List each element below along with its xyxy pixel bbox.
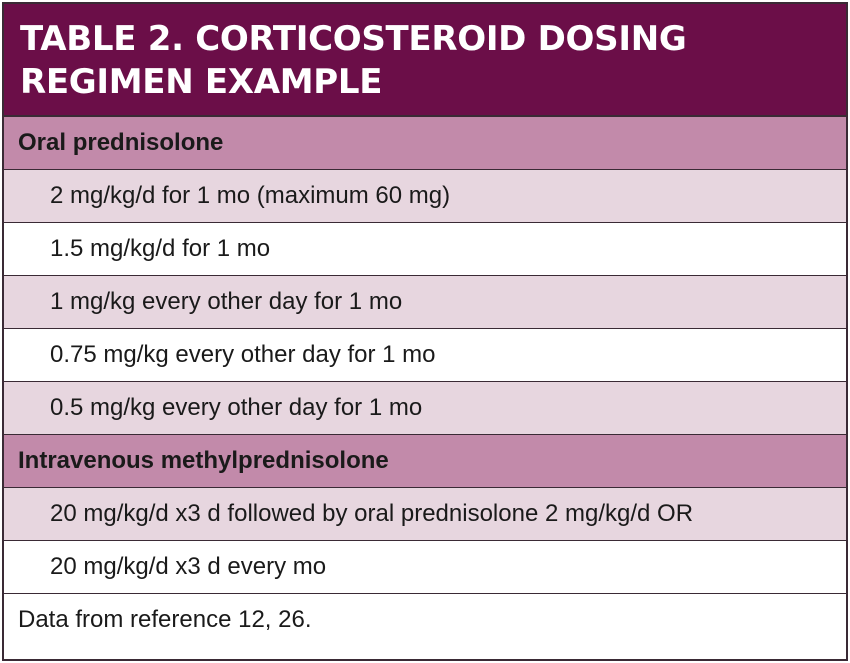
table-row: 0.75 mg/kg every other day for 1 mo — [4, 329, 846, 382]
table-footnote: Data from reference 12, 26. — [4, 594, 846, 646]
table-title: TABLE 2. CORTICOSTEROID DOSING REGIMEN EXAMPLE — [20, 19, 687, 102]
table-title-row — [4, 4, 846, 117]
section-heading-intravenous: Intravenous methylprednisolone — [4, 435, 846, 488]
table-row: 2 mg/kg/d for 1 mo (maximum 60 mg) — [4, 170, 846, 223]
table-row: 1 mg/kg every other day for 1 mo — [4, 276, 846, 329]
table-row: 20 mg/kg/d x3 d followed by oral prednisolone 2 mg/kg/d OR — [4, 488, 846, 541]
table-row: 1.5 mg/kg/d for 1 mo — [4, 223, 846, 276]
table-row: 20 mg/kg/d x3 d every mo — [4, 541, 846, 594]
dosing-table — [2, 2, 848, 661]
section-heading-oral: Oral prednisolone — [4, 117, 846, 170]
table-row: 0.5 mg/kg every other day for 1 mo — [4, 382, 846, 435]
